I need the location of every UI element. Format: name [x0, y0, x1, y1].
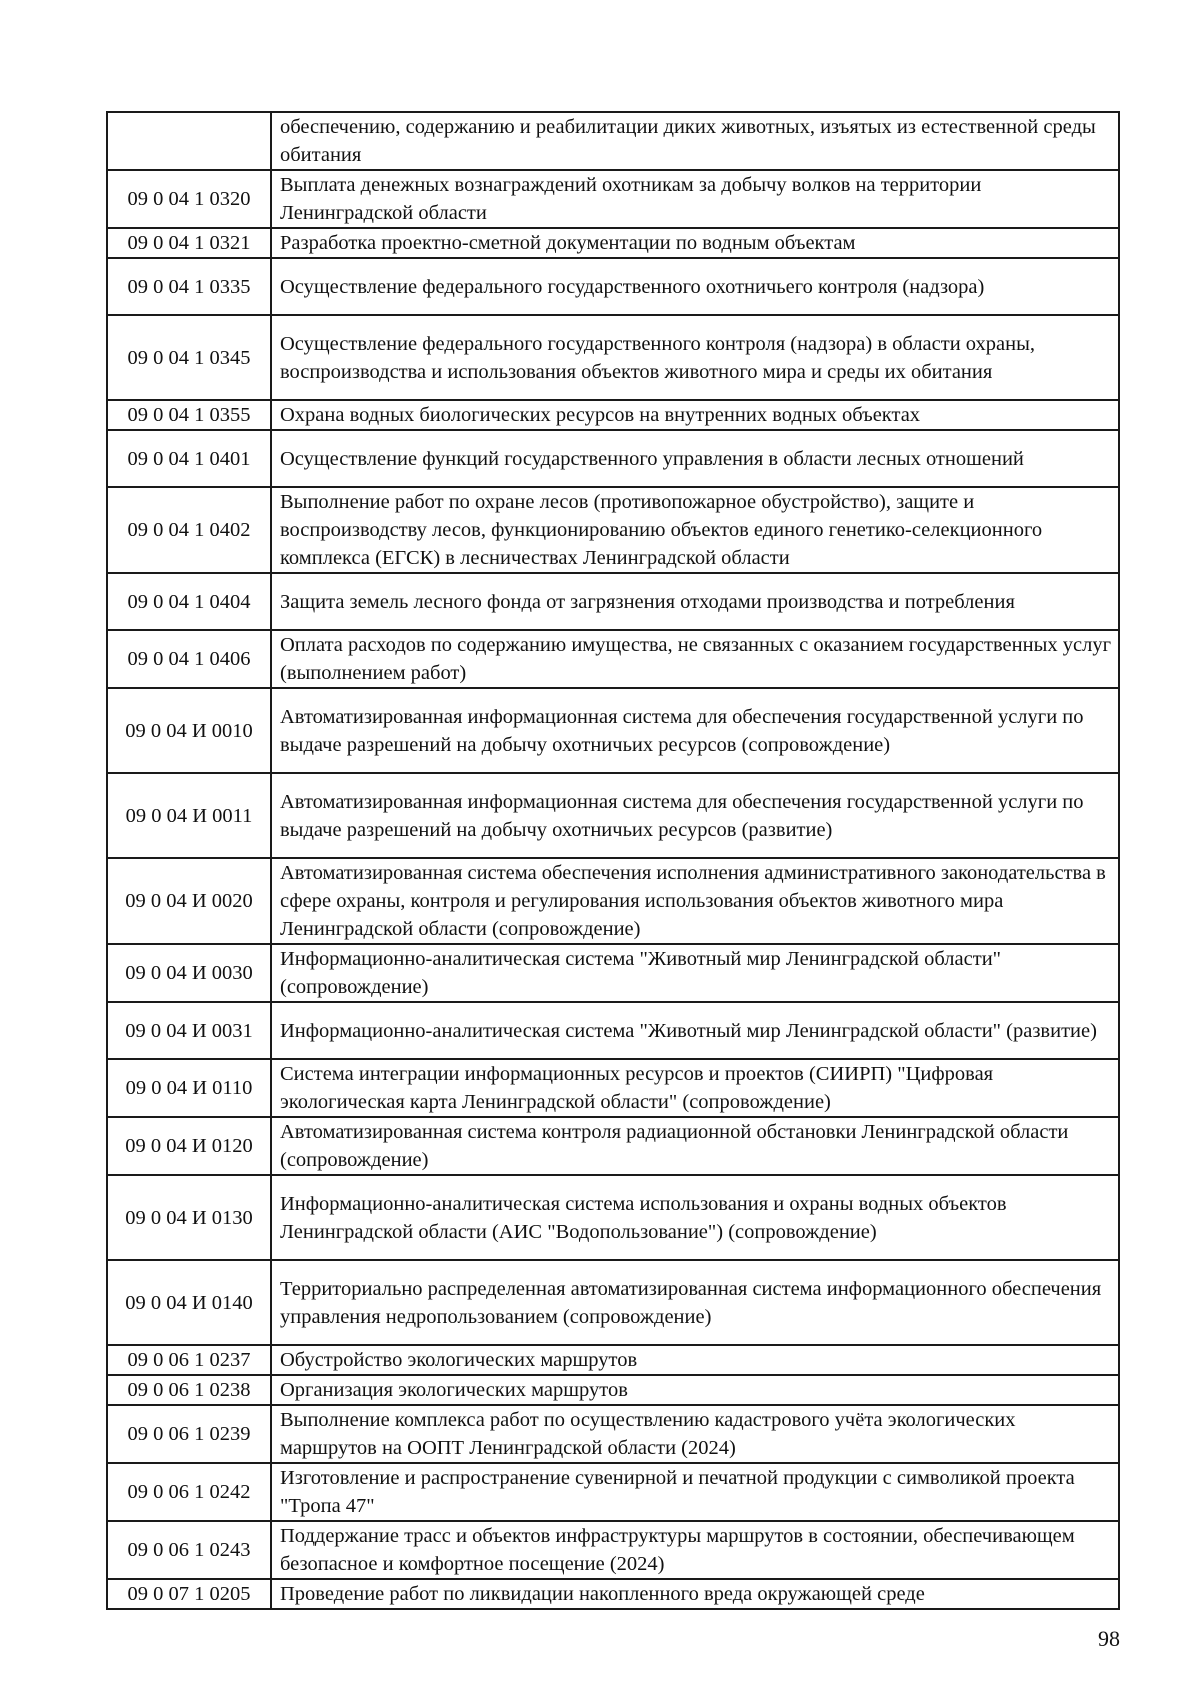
table-row — [107, 573, 1119, 630]
table-row — [107, 1002, 1119, 1059]
table-row — [107, 315, 1119, 400]
table-row — [107, 170, 1119, 228]
expense-description-cell: Информационно-аналитическая система "Животный мир Ленинградской области" (сопровождение) — [271, 944, 1119, 1002]
budget-code-cell: 09 0 06 1 0237 — [107, 1345, 271, 1375]
budget-code-cell: 09 0 04 И 0020 — [107, 858, 271, 944]
expense-description-cell: Проведение работ по ликвидации накопленного вреда окружающей среде — [271, 1579, 1119, 1609]
table-row — [107, 1175, 1119, 1260]
expense-description-cell: Организация экологических маршрутов — [271, 1375, 1119, 1405]
budget-code-cell: 09 0 06 1 0238 — [107, 1375, 271, 1405]
table-row — [107, 112, 1119, 170]
table-row — [107, 1375, 1119, 1405]
table-row — [107, 1405, 1119, 1463]
expense-description-cell: обеспечению, содержанию и реабилитации диких животных, изъятых из естественной среды обитания — [271, 112, 1119, 170]
expense-description-cell: Территориально распределенная автоматизированная система информационного обеспечения управления недропользованием (сопровождение) — [271, 1260, 1119, 1345]
budget-code-table — [106, 111, 1120, 1610]
budget-code-cell: 09 0 04 И 0110 — [107, 1059, 271, 1117]
budget-code-cell: 09 0 04 И 0030 — [107, 944, 271, 1002]
table-row — [107, 1579, 1119, 1609]
expense-description-cell: Обустройство экологических маршрутов — [271, 1345, 1119, 1375]
expense-description-cell: Охрана водных биологических ресурсов на внутренних водных объектах — [271, 400, 1119, 430]
expense-description-cell: Система интеграции информационных ресурсов и проектов (СИИРП) "Цифровая экологическая карта Ленинградской области" (сопровождение) — [271, 1059, 1119, 1117]
budget-code-cell: 09 0 06 1 0242 — [107, 1463, 271, 1521]
table-row — [107, 228, 1119, 258]
expense-description-cell: Оплата расходов по содержанию имущества, не связанных с оказанием государственных услуг (выполнением работ) — [271, 630, 1119, 688]
budget-code-cell — [107, 112, 271, 170]
table-row — [107, 430, 1119, 487]
expense-description-cell: Поддержание трасс и объектов инфраструктуры маршрутов в состоянии, обеспечивающем безопасное и комфортное посещение (2024) — [271, 1521, 1119, 1579]
expense-description-cell: Выполнение работ по охране лесов (противопожарное обустройство), защите и воспроизводству лесов, функционированию объектов единого генетико-селекционного комплекса (ЕГСК) в лесничествах Ленинградской области — [271, 487, 1119, 573]
budget-code-cell: 09 0 04 1 0320 — [107, 170, 271, 228]
budget-code-cell: 09 0 04 1 0404 — [107, 573, 271, 630]
expense-description-cell: Выплата денежных вознаграждений охотникам за добычу волков на территории Ленинградской области — [271, 170, 1119, 228]
budget-code-cell: 09 0 04 И 0120 — [107, 1117, 271, 1175]
table-row — [107, 1345, 1119, 1375]
budget-code-cell: 09 0 06 1 0239 — [107, 1405, 271, 1463]
expense-description-cell: Автоматизированная информационная система для обеспечения государственной услуги по выдаче разрешений на добычу охотничьих ресурсов (развитие) — [271, 773, 1119, 858]
table-row — [107, 1117, 1119, 1175]
expense-description-cell: Информационно-аналитическая система "Животный мир Ленинградской области" (развитие) — [271, 1002, 1119, 1059]
expense-description-cell: Осуществление федерального государственного охотничьего контроля (надзора) — [271, 258, 1119, 315]
expense-description-cell: Осуществление функций государственного управления в области лесных отношений — [271, 430, 1119, 487]
expense-description-cell: Изготовление и распространение сувенирной и печатной продукции с символикой проекта "Тропа 47" — [271, 1463, 1119, 1521]
expense-description-cell: Автоматизированная информационная система для обеспечения государственной услуги по выдаче разрешений на добычу охотничьих ресурсов (сопровождение) — [271, 688, 1119, 773]
budget-code-cell: 09 0 04 1 0355 — [107, 400, 271, 430]
budget-code-cell: 09 0 04 1 0401 — [107, 430, 271, 487]
budget-code-cell: 09 0 04 И 0010 — [107, 688, 271, 773]
table-row — [107, 1463, 1119, 1521]
budget-code-cell: 09 0 07 1 0205 — [107, 1579, 271, 1609]
budget-code-cell: 09 0 04 И 0011 — [107, 773, 271, 858]
budget-code-cell: 09 0 04 И 0130 — [107, 1175, 271, 1260]
table-row — [107, 258, 1119, 315]
page-number: 98 — [1098, 1626, 1120, 1651]
budget-code-cell: 09 0 04 1 0402 — [107, 487, 271, 573]
table-row — [107, 1260, 1119, 1345]
expense-description-cell: Автоматизированная система контроля радиационной обстановки Ленинградской области (сопровождение) — [271, 1117, 1119, 1175]
table-row — [107, 858, 1119, 944]
expense-description-cell: Защита земель лесного фонда от загрязнения отходами производства и потребления — [271, 573, 1119, 630]
table-row — [107, 630, 1119, 688]
table-row — [107, 773, 1119, 858]
table-row — [107, 400, 1119, 430]
budget-code-cell: 09 0 04 И 0140 — [107, 1260, 271, 1345]
expense-description-cell: Выполнение комплекса работ по осуществлению кадастрового учёта экологических маршрутов на ООПТ Ленинградской области (2024) — [271, 1405, 1119, 1463]
expense-description-cell: Информационно-аналитическая система использования и охраны водных объектов Ленинградской области (АИС "Водопользование") (сопровождение) — [271, 1175, 1119, 1260]
budget-code-table-body — [107, 112, 1119, 1609]
expense-description-cell: Осуществление федерального государственного контроля (надзора) в области охраны, воспроизводства и использования объектов животного мира и среды их обитания — [271, 315, 1119, 400]
budget-code-cell: 09 0 04 1 0406 — [107, 630, 271, 688]
budget-code-cell: 09 0 04 1 0345 — [107, 315, 271, 400]
table-row — [107, 487, 1119, 573]
budget-code-cell: 09 0 04 1 0321 — [107, 228, 271, 258]
budget-code-cell: 09 0 04 И 0031 — [107, 1002, 271, 1059]
expense-description-cell: Автоматизированная система обеспечения исполнения административного законодательства в сфере охраны, контроля и регулирования использования объектов животного мира Ленинградской области (сопровождение) — [271, 858, 1119, 944]
table-row — [107, 1521, 1119, 1579]
table-row — [107, 944, 1119, 1002]
budget-code-cell: 09 0 04 1 0335 — [107, 258, 271, 315]
budget-code-cell: 09 0 06 1 0243 — [107, 1521, 271, 1579]
expense-description-cell: Разработка проектно-сметной документации по водным объектам — [271, 228, 1119, 258]
table-row — [107, 1059, 1119, 1117]
table-row — [107, 688, 1119, 773]
